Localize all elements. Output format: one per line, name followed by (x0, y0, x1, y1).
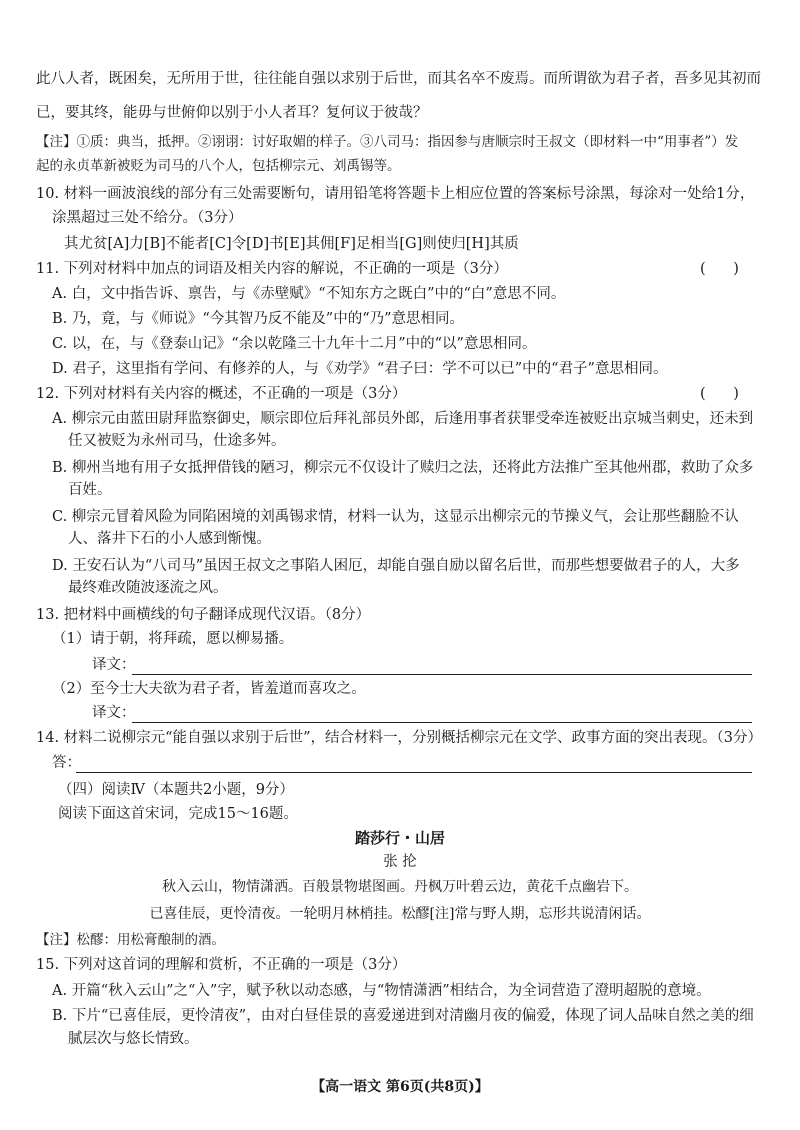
q14-answer-line[interactable] (76, 772, 752, 773)
poem-line-1: 秋入云山，物情潇洒。百般景物堪图画。丹枫万叶碧云边，黄花千点幽岩下。 (162, 879, 638, 895)
q11-option-a: A. 白，文中指告诉、禀告，与《赤壁赋》“不知东方之既白”中的“白”意思不同。 (52, 286, 566, 302)
q13-answer-label-2: 译文： (92, 705, 136, 721)
q12-option-c-line1: C. 柳宗元冒着风险为同陷困境的刘禹锡求情，材料一认为，这显示出柳宗元的节操义气，会让那些翻脸不认 (52, 509, 739, 525)
q15-option-b-line1: B. 下片“已喜佳辰，更怜清夜”，由对白昼佳景的喜爱递进到对清幽月夜的偏爱，体现了词人品味自然之美的细 (52, 1008, 754, 1024)
q10-stem-line1: 10. 材料一画波浪线的部分有三处需要断句，请用铅笔将答题卡上相应位置的答案标号涂黑，每涂对一处给1分， (36, 186, 755, 202)
q13-answer-label-1: 译文： (92, 657, 136, 673)
q12-option-d-line1: D. 王安石认为“八司马”虽因王叔文之事陷人困厄，却能自强自励以留名后世，而那些想要做君子的人，大多 (52, 558, 740, 574)
section-intro: 阅读下面这首宋词，完成15～16题。 (58, 806, 298, 822)
q12-option-a-line2: 任又被贬为永州司马，仕途多舛。 (68, 433, 286, 449)
q12-stem: 12. 下列对材料有关内容的概述，不正确的一项是（3分） (36, 386, 407, 402)
page-footer: 【高一语文 第6页(共8页)】 (311, 1079, 489, 1095)
q10-stem-line2: 涂黑超过三处不给分。（3分） (52, 210, 243, 226)
material-tail-line2: 已，要其终，能毋与世俯仰以别于小人者耳？复何议于彼哉？ (36, 105, 428, 121)
q10-options: 其尤贫[A]力[B]不能者[C]令[D]书[E]其佣[F]足相当[G]则使归[H]其质 (64, 236, 519, 252)
poem-author: 张 抡 (383, 854, 417, 870)
q12-option-d-line2: 最终难改随波逐流之风。 (68, 580, 228, 596)
section-heading: （四）阅读Ⅳ（本题共2小题，9分） (58, 782, 294, 798)
q13-stem: 13. 把材料中画横线的句子翻译成现代汉语。（8分） (36, 607, 371, 623)
q13-sentence-2: （2）至今士大夫欲为君子者，皆羞道而喜攻之。 (52, 681, 366, 697)
poem-line-2: 已喜佳辰，更怜清夜。一轮明月林梢挂。松醪[注]常与野人期，忘形共说清闲话。 (149, 906, 651, 922)
q15-option-a: A. 开篇“秋入云山”之“入”字，赋予秋以动态感，与“物情潇洒”相结合，为全词营造了澄明超脱的意境。 (52, 983, 711, 999)
q12-answer-paren[interactable]: ( ) (700, 386, 739, 402)
q15-option-b-line2: 腻层次与悠长情致。 (68, 1031, 199, 1047)
q13-answer-line-1[interactable] (132, 674, 752, 675)
note-line2: 起的永贞革新被贬为司马的八个人，包括柳宗元、刘禹锡等。 (36, 158, 401, 174)
q14-answer-label: 答： (52, 755, 81, 771)
q11-answer-paren[interactable]: ( ) (700, 261, 739, 277)
poem-title: 踏莎行・山居 (354, 829, 445, 847)
q14-stem: 14. 材料二说柳宗元“能自强以求别于后世”，结合材料一，分别概括柳宗元在文学、政事方面的突出表现。（3分） (36, 730, 762, 746)
q11-option-c: C. 以，在，与《登泰山记》“余以乾隆三十九年十二月”中的“以”意思相同。 (52, 336, 537, 352)
q11-stem: 11. 下列对材料中加点的词语及相关内容的解说，不正确的一项是（3分） (36, 261, 508, 277)
q12-option-b-line1: B. 柳州当地有用子女抵押借钱的陋习，柳宗元不仅设计了赎归之法，还将此方法推广至其他州郡，救助了众多 (52, 460, 754, 476)
q13-answer-line-2[interactable] (132, 722, 752, 723)
q11-option-d: D. 君子，这里指有学问、有修养的人，与《劝学》“君子曰：学不可以已”中的“君子”意思相同。 (52, 361, 668, 377)
q15-stem: 15. 下列对这首词的理解和赏析，不正确的一项是（3分） (36, 957, 407, 973)
note-line1: 【注】①质：典当，抵押。②诩诩：讨好取媚的样子。③八司马：指因参与唐顺宗时王叔文（即材料一中“用事者”）发 (36, 134, 739, 150)
q12-option-a-line1: A. 柳宗元由蓝田尉拜监察御史，顺宗即位后拜礼部员外郎，后逢用事者获罪受牵连被贬出京城当刺史，还未到 (52, 411, 754, 427)
q12-option-c-line2: 人、落井下石的小人感到惭愧。 (68, 531, 271, 547)
q12-option-b-line2: 百姓。 (68, 482, 112, 498)
material-tail-line1: 此八人者，既困矣，无所用于世，往往能自强以求别于后世，而其名卒不废焉。而所谓欲为君子者，吾多见其初而 (36, 71, 761, 87)
q13-sentence-1: （1）请于朝，将拜疏，愿以柳易播。 (52, 631, 294, 647)
q11-option-b: B. 乃，竟，与《师说》“今其智乃反不能及”中的“乃”意思相同。 (52, 311, 465, 327)
poem-note: 【注】松醪：用松膏酿制的酒。 (36, 932, 225, 948)
